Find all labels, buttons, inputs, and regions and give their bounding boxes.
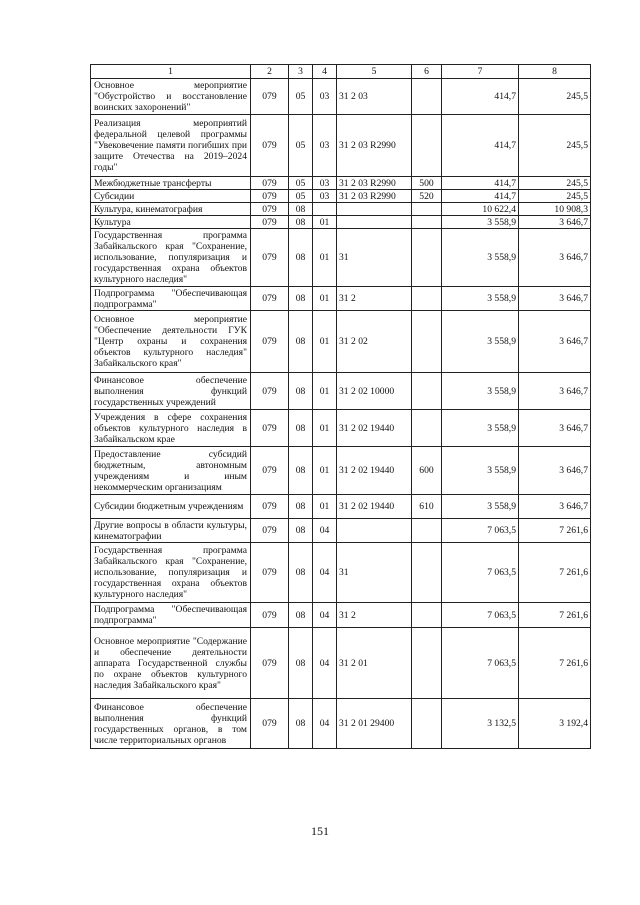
target-article-cell xyxy=(337,203,412,216)
table-row xyxy=(91,177,591,190)
amount-year1-cell: 414,7 xyxy=(442,115,519,177)
amount-year2-cell: 3 646,7 xyxy=(519,229,591,287)
amount-year1-cell: 7 063,5 xyxy=(442,628,519,699)
expense-type-cell xyxy=(412,373,442,410)
row-name-cell: Финансовое обеспечение выполнения функций государственных органов, в том числе территориальных органов xyxy=(91,699,251,749)
section-code-cell: 05 xyxy=(289,115,313,177)
amount-year2-cell: 245,5 xyxy=(519,190,591,203)
grbs-code-cell: 079 xyxy=(251,287,289,311)
grbs-code-cell: 079 xyxy=(251,603,289,628)
grbs-code-cell: 079 xyxy=(251,190,289,203)
table-row xyxy=(91,447,591,495)
amount-year2-cell: 3 646,7 xyxy=(519,373,591,410)
row-name-cell: Другие вопросы в области культуры, кинематографии xyxy=(91,519,251,543)
expense-type-cell xyxy=(412,115,442,177)
target-article-cell: 31 2 03 R2990 xyxy=(337,115,412,177)
grbs-code-cell: 079 xyxy=(251,447,289,495)
row-name-cell: Государственная программа Забайкальского края "Сохранение, использование, популяризация и государственная охрана объектов культурного наследия" xyxy=(91,543,251,603)
subsection-code-cell: 01 xyxy=(313,287,337,311)
table-header-row xyxy=(91,65,591,79)
amount-year2-cell: 7 261,6 xyxy=(519,519,591,543)
section-code-cell: 05 xyxy=(289,177,313,190)
subsection-code-cell: 04 xyxy=(313,699,337,749)
section-code-cell: 08 xyxy=(289,495,313,519)
target-article-cell: 31 2 02 19440 xyxy=(337,410,412,447)
subsection-code-cell: 01 xyxy=(313,311,337,373)
amount-year2-cell: 245,5 xyxy=(519,177,591,190)
amount-year1-cell: 3 558,9 xyxy=(442,373,519,410)
grbs-code-cell: 079 xyxy=(251,373,289,410)
grbs-code-cell: 079 xyxy=(251,115,289,177)
grbs-code-cell: 079 xyxy=(251,495,289,519)
amount-year1-cell: 414,7 xyxy=(442,177,519,190)
amount-year1-cell: 3 558,9 xyxy=(442,447,519,495)
subsection-code-cell: 04 xyxy=(313,519,337,543)
section-code-cell: 08 xyxy=(289,373,313,410)
table-row xyxy=(91,628,591,699)
table-row xyxy=(91,115,591,177)
row-name-cell: Субсидии xyxy=(91,190,251,203)
row-name-cell: Субсидии бюджетным учреждениям xyxy=(91,495,251,519)
target-article-cell: 31 xyxy=(337,229,412,287)
grbs-code-cell: 079 xyxy=(251,311,289,373)
section-code-cell: 08 xyxy=(289,447,313,495)
section-code-cell: 05 xyxy=(289,190,313,203)
section-code-cell: 08 xyxy=(289,628,313,699)
row-name-cell: Основное мероприятие "Содержание и обеспечение деятельности аппарата Государственной службы по охране объектов культурного наследия Забайкальского края" xyxy=(91,628,251,699)
target-article-cell: 31 2 xyxy=(337,287,412,311)
amount-year2-cell: 245,5 xyxy=(519,79,591,115)
header-cell: 3 xyxy=(289,65,313,79)
amount-year1-cell: 7 063,5 xyxy=(442,519,519,543)
target-article-cell: 31 xyxy=(337,543,412,603)
expense-type-cell: 610 xyxy=(412,495,442,519)
target-article-cell: 31 2 03 xyxy=(337,79,412,115)
subsection-code-cell: 01 xyxy=(313,495,337,519)
header-cell: 6 xyxy=(412,65,442,79)
row-name-cell: Культура, кинематография xyxy=(91,203,251,216)
table-row xyxy=(91,287,591,311)
grbs-code-cell: 079 xyxy=(251,203,289,216)
subsection-code-cell: 01 xyxy=(313,373,337,410)
row-name-cell: Основное мероприятие "Обустройство и восстановление воинских захоронений" xyxy=(91,79,251,115)
row-name-cell: Межбюджетные трансферты xyxy=(91,177,251,190)
table-row xyxy=(91,410,591,447)
row-name-cell: Культура xyxy=(91,216,251,229)
header-cell: 2 xyxy=(251,65,289,79)
subsection-code-cell: 03 xyxy=(313,177,337,190)
table-row xyxy=(91,190,591,203)
subsection-code-cell: 03 xyxy=(313,79,337,115)
header-cell: 8 xyxy=(519,65,591,79)
expense-type-cell xyxy=(412,628,442,699)
amount-year1-cell: 3 558,9 xyxy=(442,410,519,447)
subsection-code-cell xyxy=(313,203,337,216)
subsection-code-cell: 03 xyxy=(313,190,337,203)
amount-year2-cell: 10 908,3 xyxy=(519,203,591,216)
target-article-cell xyxy=(337,519,412,543)
header-cell: 7 xyxy=(442,65,519,79)
grbs-code-cell: 079 xyxy=(251,177,289,190)
subsection-code-cell: 04 xyxy=(313,543,337,603)
amount-year2-cell: 7 261,6 xyxy=(519,543,591,603)
row-name-cell: Финансовое обеспечение выполнения функций государственных учреждений xyxy=(91,373,251,410)
amount-year1-cell: 10 622,4 xyxy=(442,203,519,216)
subsection-code-cell: 01 xyxy=(313,447,337,495)
row-name-cell: Учреждения в сфере сохранения объектов культурного наследия в Забайкальском крае xyxy=(91,410,251,447)
section-code-cell: 08 xyxy=(289,543,313,603)
table-row xyxy=(91,311,591,373)
target-article-cell: 31 2 01 xyxy=(337,628,412,699)
amount-year1-cell: 3 558,9 xyxy=(442,287,519,311)
grbs-code-cell: 079 xyxy=(251,229,289,287)
subsection-code-cell: 01 xyxy=(313,410,337,447)
expense-type-cell: 600 xyxy=(412,447,442,495)
table-row xyxy=(91,519,591,543)
expense-type-cell xyxy=(412,603,442,628)
expense-type-cell xyxy=(412,203,442,216)
header-cell: 5 xyxy=(337,65,412,79)
section-code-cell: 08 xyxy=(289,603,313,628)
section-code-cell: 08 xyxy=(289,699,313,749)
table-row xyxy=(91,216,591,229)
table-row xyxy=(91,699,591,749)
amount-year2-cell: 7 261,6 xyxy=(519,628,591,699)
row-name-cell: Предоставление субсидий бюджетным, автономным учреждениям и иным некоммерческим организациям xyxy=(91,447,251,495)
row-name-cell: Реализация мероприятий федеральной целевой программы "Увековечение памяти погибших при защите Отечества на 2019–2024 годы" xyxy=(91,115,251,177)
amount-year2-cell: 3 646,7 xyxy=(519,495,591,519)
section-code-cell: 08 xyxy=(289,311,313,373)
amount-year2-cell: 3 646,7 xyxy=(519,216,591,229)
section-code-cell: 08 xyxy=(289,287,313,311)
table-row xyxy=(91,373,591,410)
grbs-code-cell: 079 xyxy=(251,699,289,749)
table-row xyxy=(91,603,591,628)
amount-year2-cell: 3 192,4 xyxy=(519,699,591,749)
grbs-code-cell: 079 xyxy=(251,628,289,699)
expense-type-cell: 520 xyxy=(412,190,442,203)
amount-year2-cell: 3 646,7 xyxy=(519,410,591,447)
section-code-cell: 08 xyxy=(289,519,313,543)
target-article-cell: 31 2 01 29400 xyxy=(337,699,412,749)
amount-year2-cell: 3 646,7 xyxy=(519,287,591,311)
row-name-cell: Подпрограмма "Обеспечивающая подпрограмма" xyxy=(91,603,251,628)
section-code-cell: 05 xyxy=(289,79,313,115)
expense-type-cell xyxy=(412,543,442,603)
page-number: 151 xyxy=(311,824,329,838)
amount-year2-cell: 3 646,7 xyxy=(519,447,591,495)
table-row xyxy=(91,203,591,216)
target-article-cell: 31 2 02 xyxy=(337,311,412,373)
target-article-cell: 31 2 02 10000 xyxy=(337,373,412,410)
target-article-cell: 31 2 03 R2990 xyxy=(337,190,412,203)
expense-type-cell xyxy=(412,79,442,115)
expense-type-cell xyxy=(412,216,442,229)
amount-year1-cell: 3 558,9 xyxy=(442,229,519,287)
expense-type-cell xyxy=(412,699,442,749)
section-code-cell: 08 xyxy=(289,229,313,287)
header-cell: 1 xyxy=(91,65,251,79)
expense-type-cell xyxy=(412,287,442,311)
grbs-code-cell: 079 xyxy=(251,79,289,115)
table-row xyxy=(91,229,591,287)
grbs-code-cell: 079 xyxy=(251,543,289,603)
row-name-cell: Государственная программа Забайкальского края "Сохранение, использование, популяризация и государственная охрана объектов культурного наследия" xyxy=(91,229,251,287)
target-article-cell: 31 2 02 19440 xyxy=(337,447,412,495)
subsection-code-cell: 01 xyxy=(313,229,337,287)
target-article-cell xyxy=(337,216,412,229)
budget-table xyxy=(90,64,591,749)
expense-type-cell xyxy=(412,229,442,287)
table-body xyxy=(91,65,591,749)
section-code-cell: 08 xyxy=(289,216,313,229)
grbs-code-cell: 079 xyxy=(251,519,289,543)
amount-year1-cell: 3 558,9 xyxy=(442,311,519,373)
amount-year1-cell: 3 558,9 xyxy=(442,495,519,519)
table-row xyxy=(91,543,591,603)
table-row xyxy=(91,79,591,115)
subsection-code-cell: 03 xyxy=(313,115,337,177)
subsection-code-cell: 04 xyxy=(313,628,337,699)
target-article-cell: 31 2 02 19440 xyxy=(337,495,412,519)
target-article-cell: 31 2 03 R2990 xyxy=(337,177,412,190)
section-code-cell: 08 xyxy=(289,203,313,216)
grbs-code-cell: 079 xyxy=(251,216,289,229)
amount-year1-cell: 414,7 xyxy=(442,79,519,115)
amount-year2-cell: 245,5 xyxy=(519,115,591,177)
subsection-code-cell: 01 xyxy=(313,216,337,229)
section-code-cell: 08 xyxy=(289,410,313,447)
table-row xyxy=(91,495,591,519)
amount-year2-cell: 3 646,7 xyxy=(519,311,591,373)
expense-type-cell xyxy=(412,410,442,447)
amount-year1-cell: 3 132,5 xyxy=(442,699,519,749)
expense-type-cell xyxy=(412,311,442,373)
row-name-cell: Подпрограмма "Обеспечивающая подпрограмма" xyxy=(91,287,251,311)
row-name-cell: Основное мероприятие "Обеспечение деятельности ГУК "Центр охраны и сохранения объектов культурного наследия" Забайкальского края" xyxy=(91,311,251,373)
amount-year2-cell: 7 261,6 xyxy=(519,603,591,628)
expense-type-cell xyxy=(412,519,442,543)
subsection-code-cell: 04 xyxy=(313,603,337,628)
grbs-code-cell: 079 xyxy=(251,410,289,447)
amount-year1-cell: 7 063,5 xyxy=(442,543,519,603)
target-article-cell: 31 2 xyxy=(337,603,412,628)
amount-year1-cell: 7 063,5 xyxy=(442,603,519,628)
header-cell: 4 xyxy=(313,65,337,79)
amount-year1-cell: 3 558,9 xyxy=(442,216,519,229)
expense-type-cell: 500 xyxy=(412,177,442,190)
amount-year1-cell: 414,7 xyxy=(442,190,519,203)
